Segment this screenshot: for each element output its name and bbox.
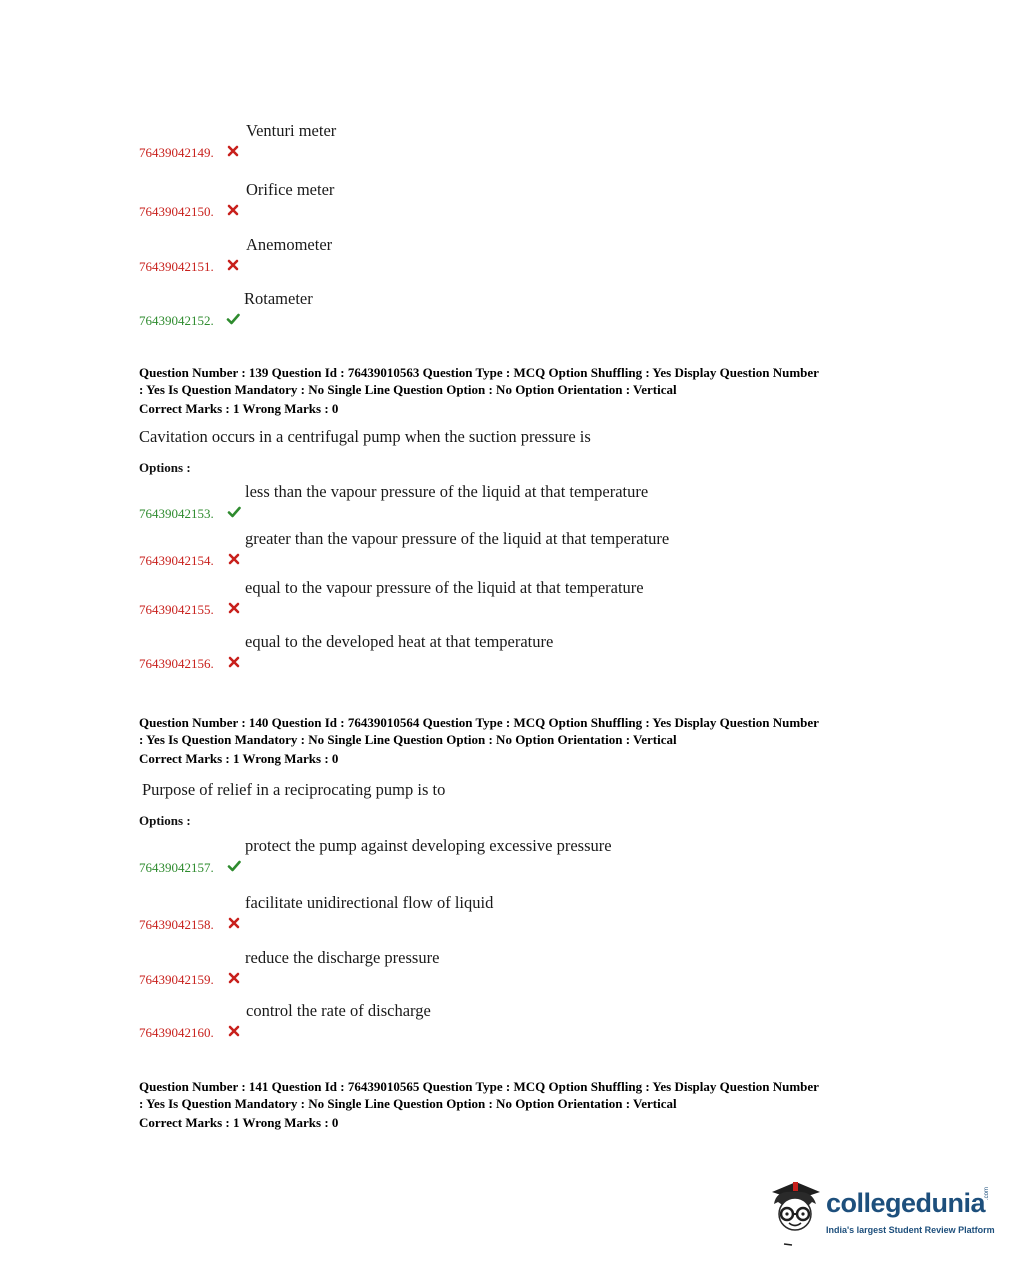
meta-line: : Yes Is Question Mandatory : No Single Line Question Option : No Option Orientation : Vertical <box>139 1096 677 1111</box>
option-id: 76439042151. <box>139 259 214 274</box>
option-row <box>0 529 1025 569</box>
collegedunia-logo <box>766 1178 996 1250</box>
mascot-logo-icon <box>766 1178 824 1248</box>
option-id: 76439042153. <box>139 506 214 521</box>
option-row <box>0 235 1025 275</box>
option-row <box>0 482 1025 522</box>
wrong-cross-icon <box>227 916 241 930</box>
option-text: control the rate of discharge <box>246 1001 431 1020</box>
correct-check-icon <box>227 859 241 873</box>
marks-line: Correct Marks : 1 Wrong Marks : 0 <box>139 1115 339 1130</box>
marks-line: Correct Marks : 1 Wrong Marks : 0 <box>139 401 339 416</box>
option-row <box>0 948 1025 988</box>
wrong-cross-icon <box>226 258 240 272</box>
option-id: 76439042152. <box>139 313 214 328</box>
meta-line: : Yes Is Question Mandatory : No Single Line Question Option : No Option Orientation : Vertical <box>139 382 677 397</box>
option-id: 76439042157. <box>139 860 214 875</box>
logo-name: collegedunia <box>826 1188 986 1218</box>
question-text-139: Cavitation occurs in a centrifugal pump when the suction pressure is <box>139 427 591 446</box>
option-row <box>0 632 1025 672</box>
option-id: 76439042156. <box>139 656 214 671</box>
option-id: 76439042149. <box>139 145 214 160</box>
option-id: 76439042158. <box>139 917 214 932</box>
option-text: Venturi meter <box>246 121 337 140</box>
options-label: Options : <box>139 460 191 475</box>
option-id: 76439042159. <box>139 972 214 987</box>
option-row <box>0 1001 1025 1041</box>
option-row <box>0 893 1025 933</box>
option-text: equal to the developed heat at that temperature <box>245 632 554 651</box>
meta-line: : Yes Is Question Mandatory : No Single Line Question Option : No Option Orientation : Vertical <box>139 732 677 747</box>
option-row <box>0 121 1025 161</box>
option-row <box>0 578 1025 618</box>
wrong-cross-icon <box>227 971 241 985</box>
wrong-cross-icon <box>227 655 241 669</box>
wrong-cross-icon <box>227 601 241 615</box>
question-meta-139 <box>139 364 919 417</box>
option-text: less than the vapour pressure of the liquid at that temperature <box>245 482 649 501</box>
option-id: 76439042155. <box>139 602 214 617</box>
option-id: 76439042150. <box>139 204 214 219</box>
option-text: protect the pump against developing excessive pressure <box>245 836 612 855</box>
option-row <box>0 836 1025 876</box>
logo-tagline: India's largest Student Review Platform <box>826 1225 995 1235</box>
wrong-cross-icon <box>226 144 240 158</box>
logo-dotcom: .com <box>984 1186 990 1200</box>
option-text: Rotameter <box>244 289 313 308</box>
option-row <box>0 180 1025 220</box>
correct-check-icon <box>226 312 240 326</box>
option-text: reduce the discharge pressure <box>245 948 440 967</box>
options-label: Options : <box>139 813 191 828</box>
option-id: 76439042154. <box>139 553 214 568</box>
meta-line: Question Number : 140 Question Id : 76439010564 Question Type : MCQ Option Shuffling : Yes Display Question Number <box>139 715 819 730</box>
option-row <box>0 289 1025 329</box>
option-text: facilitate unidirectional flow of liquid <box>245 893 494 912</box>
correct-check-icon <box>227 505 241 519</box>
option-text: Anemometer <box>246 235 333 254</box>
question-text-140: Purpose of relief in a reciprocating pump is to <box>142 780 446 799</box>
option-text: greater than the vapour pressure of the liquid at that temperature <box>245 529 670 548</box>
marks-line: Correct Marks : 1 Wrong Marks : 0 <box>139 751 339 766</box>
meta-line: Question Number : 141 Question Id : 76439010565 Question Type : MCQ Option Shuffling : Yes Display Question Number <box>139 1079 819 1094</box>
question-meta-140 <box>139 714 919 767</box>
option-text: Orifice meter <box>246 180 335 199</box>
question-meta-141 <box>139 1078 919 1131</box>
meta-line: Question Number : 139 Question Id : 76439010563 Question Type : MCQ Option Shuffling : Yes Display Question Number <box>139 365 819 380</box>
wrong-cross-icon <box>227 1024 241 1038</box>
wrong-cross-icon <box>227 552 241 566</box>
option-text: equal to the vapour pressure of the liquid at that temperature <box>245 578 644 597</box>
wrong-cross-icon <box>226 203 240 217</box>
option-id: 76439042160. <box>139 1025 214 1040</box>
